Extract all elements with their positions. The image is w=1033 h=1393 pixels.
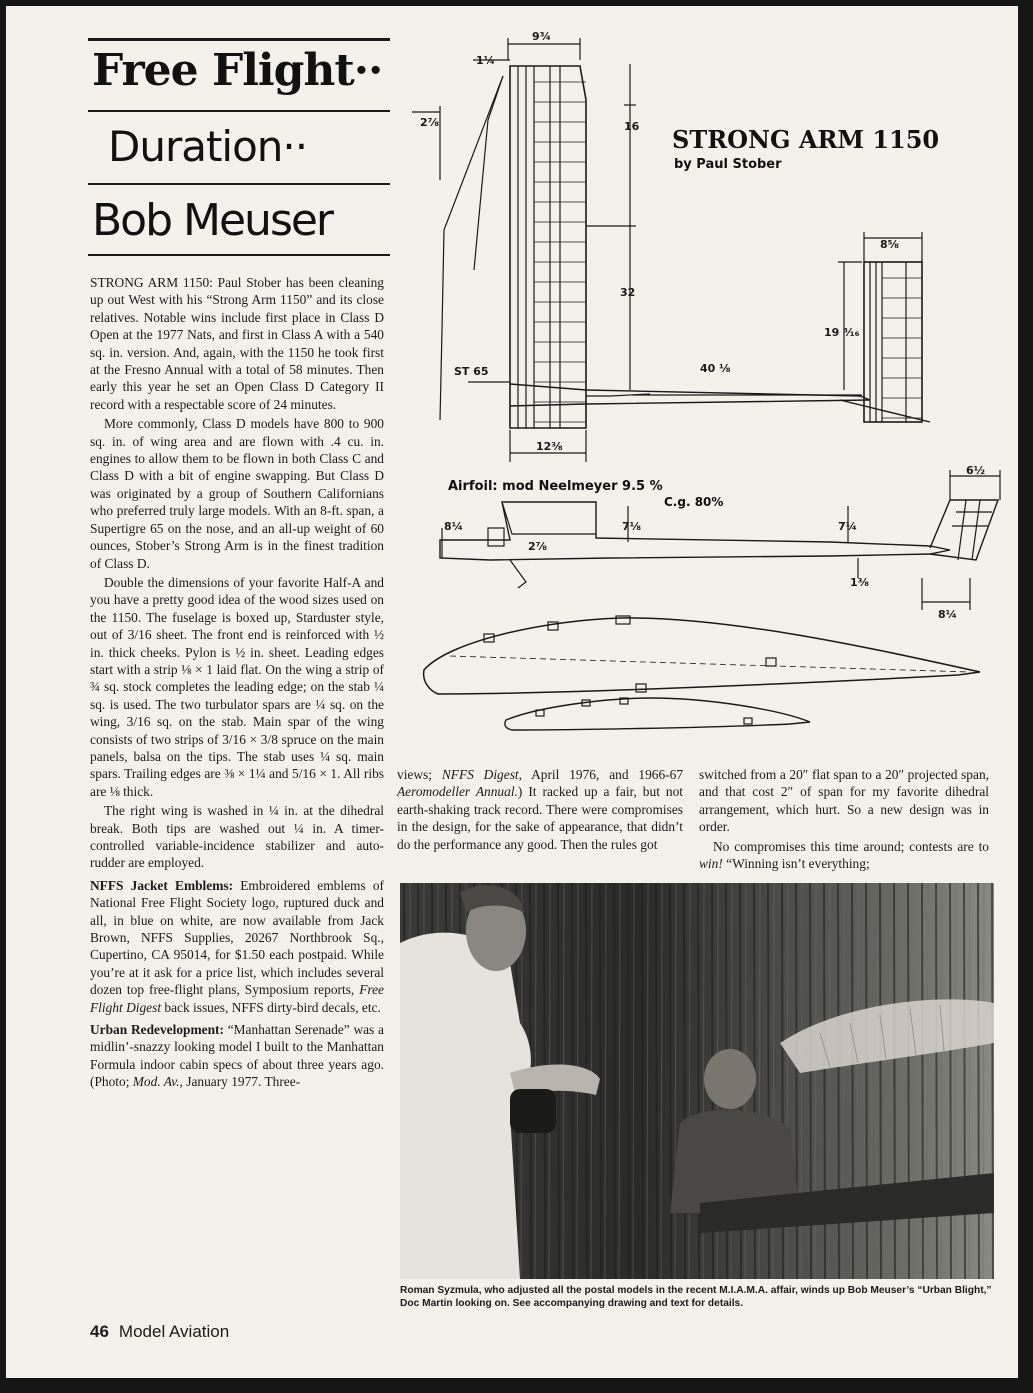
col3-text-b: “Winning isn’t everything;	[722, 856, 870, 872]
dim-root-chord: 12⅜	[536, 440, 563, 453]
dim-panel-16: 16	[624, 120, 640, 133]
text-column-1	[90, 274, 384, 1091]
dim-tip-rise: 2⅞	[420, 116, 440, 129]
dim-pylon-length: 2⅞	[528, 540, 548, 553]
stab-airfoil-section	[505, 698, 810, 730]
paragraph-col3-a: switched from a 20″ flat span to a 20″ projected span, and that cost 2″ of span for my favorite dihedral arrangement, which hurt. So a new design was in order.	[699, 767, 989, 835]
magazine-name: Model Aviation	[118, 1322, 230, 1341]
winder-tool	[510, 1089, 556, 1133]
paragraph-col2	[397, 766, 683, 853]
column-title: Free Flight··	[92, 45, 383, 96]
page-number: 46	[90, 1322, 109, 1341]
photo-model-builders	[400, 883, 994, 1279]
dim-fin-height: 7¼	[838, 520, 858, 533]
dim-tail-moment: 40 ⅛	[700, 362, 731, 375]
col2-italic-1: NFFS Digest	[441, 767, 519, 782]
paragraph-nffs-emblems	[90, 877, 384, 1016]
col3-italic: win!	[699, 856, 723, 872]
urban-text-b: , January 1977. Three-	[179, 1074, 301, 1090]
col2-text-a: views;	[397, 767, 442, 782]
airfoil-label: Airfoil: mod Neelmeyer 9.5 %	[448, 479, 663, 494]
nffs-heading: NFFS Jacket Emblems:	[90, 877, 234, 893]
magazine-page	[6, 6, 1018, 1378]
wing-panel	[510, 66, 586, 428]
col2-italic-2: Aeromodeller Annual.	[397, 784, 518, 800]
dim-stab-chord: 8⅝	[880, 238, 900, 251]
col2-text-c: ) It racked up a fair, but not earth-shaking track record. There were compromises in the design, for the sake of appearance, that didn’t do the performance any good. Then the rules got	[397, 784, 683, 852]
page-footer	[90, 1322, 229, 1342]
paragraph-col3-b	[699, 838, 989, 873]
plan-drawing	[410, 30, 1010, 740]
paragraph-strong-arm-intro: STRONG ARM 1150: Paul Stober has been cleaning up out West with his “Strong Arm 1150” and its close relatives. Notable wins include first place in Class D Open at the 1977 Nats, and first in Class A with a 540 sq. in. version. And, again, with the 1150 he took first at the Fresno Annual with a total of 58 minutes. Then early this year he set an Open Class D Category II record with a respectable score of 24 minutes.	[90, 275, 384, 412]
header-rule-3	[88, 254, 390, 256]
paragraph-washout: The right wing is washed in ¼ in. at the dihedral break. Both tips are washed out ¼ in. A timer-controlled variable-incidence stabilizer and auto-rudder are employed.	[90, 803, 384, 871]
nffs-text-a: Embroidered emblems of National Free Flight Society logo, ruptured duck and all, in blue on white, are now available from Jack Brown, NFFS Supplies, 20267 Northbrook Sq., Cupertino, CA 95014, for $1.50 each postpaid. While you’re at it ask for a price list, which includes several dozen top free-flight plans, Symposium reports,	[90, 877, 384, 998]
engine-label: ST 65	[454, 365, 489, 378]
nffs-text-italic: Free Flight Digest	[90, 982, 384, 1015]
nffs-text-b: back issues, NFFS dirty-bird decals, etc.	[161, 999, 381, 1015]
dim-top-width: 9¾	[532, 30, 552, 43]
dim-tail-drop: 1⅜	[850, 576, 870, 589]
author-name: Bob Meuser	[92, 195, 333, 246]
paragraph-class-d: More commonly, Class D models have 800 to 900 sq. in. of wing area and are flown with .4 cu. in. engines to allow them to be flown in both Class C and Class D with a bit of engine swapping. But Class D was originated by a group of Southern Californians who preferred truly large models. With an 8-ft. span, a Supertigre 65 on the nose, and an all-up weight of 60 ounces, Stober’s Strong Arm is in the finest tradition of Class D.	[90, 416, 384, 571]
urban-heading: Urban Redevelopment:	[90, 1022, 224, 1038]
dim-tip-offset: 1¼	[476, 54, 496, 67]
paragraph-urban-redevelopment	[90, 1021, 384, 1091]
wing-airfoil-section	[424, 618, 980, 694]
header-rule-1	[88, 110, 390, 112]
drawing-author: by Paul Stober	[674, 157, 782, 172]
text-column-2	[397, 766, 683, 853]
drawing-title: STRONG ARM 1150	[672, 125, 940, 154]
photo-caption: Roman Syzmula, who adjusted all the postal models in the recent M.I.A.M.A. affair, winds up Bob Meuser’s “Urban Blight,” Doc Martin looking on. See accompanying drawing and text for details.	[400, 1285, 992, 1309]
dim-fin-top: 6½	[966, 464, 986, 477]
fin-side-view	[930, 500, 998, 560]
dim-panel-32: 32	[620, 286, 636, 299]
dim-stab-span: 19 ³⁄₁₆	[824, 326, 860, 339]
dim-fin-base: 8¼	[938, 608, 958, 621]
col3-text-a: No compromises this time around; contests are to	[713, 838, 989, 854]
urban-text-a: “Manhattan Serenade” was a midlin’-snazzy looking model I built to the Manhattan Formula indoor cabin specs of about three years ago. (Photo;	[90, 1022, 384, 1090]
text-column-3	[699, 766, 989, 872]
column-subtitle: Duration··	[108, 122, 308, 171]
header-rule-top	[88, 38, 390, 41]
paragraph-wood-sizes: Double the dimensions of your favorite Half-A and you have a pretty good idea of the wood sizes used on the 1150. The fuselage is boxed up, Starduster style, out of 3/16 sheet. The front end is reinforced with ½ in. thick cheeks. Pylon is ½ in. sheet. Leading edges start with a strip ⅛ × 1 laid flat. On the wing a strip of ¾ sq. stock completes the leading edge; on the stab ¼ sq. is used. The two turbulator spars are ¼ sq. on the wing, 3/16 sq. on the stab. Main spar of the wing consists of two strips of 3/16 × 3/8 spruce on the main panels, balsa on the tips. The stab uses ¼ sq. main spars. Trailing edges are ⅜ × 1¼ and 5/16 × 1. All ribs are ⅛ thick.	[90, 574, 384, 799]
header-rule-2	[88, 183, 390, 185]
urban-text-italic: Mod. Av.	[132, 1074, 180, 1090]
dim-nose-height: 8¼	[444, 520, 464, 533]
person-right-head	[704, 1049, 756, 1109]
cg-label: C.g. 80%	[664, 495, 724, 509]
col2-text-b: , April 1976, and 1966-67	[518, 767, 684, 782]
dim-pylon-height: 7⅛	[622, 520, 642, 533]
fuselage-side-view	[440, 502, 950, 560]
